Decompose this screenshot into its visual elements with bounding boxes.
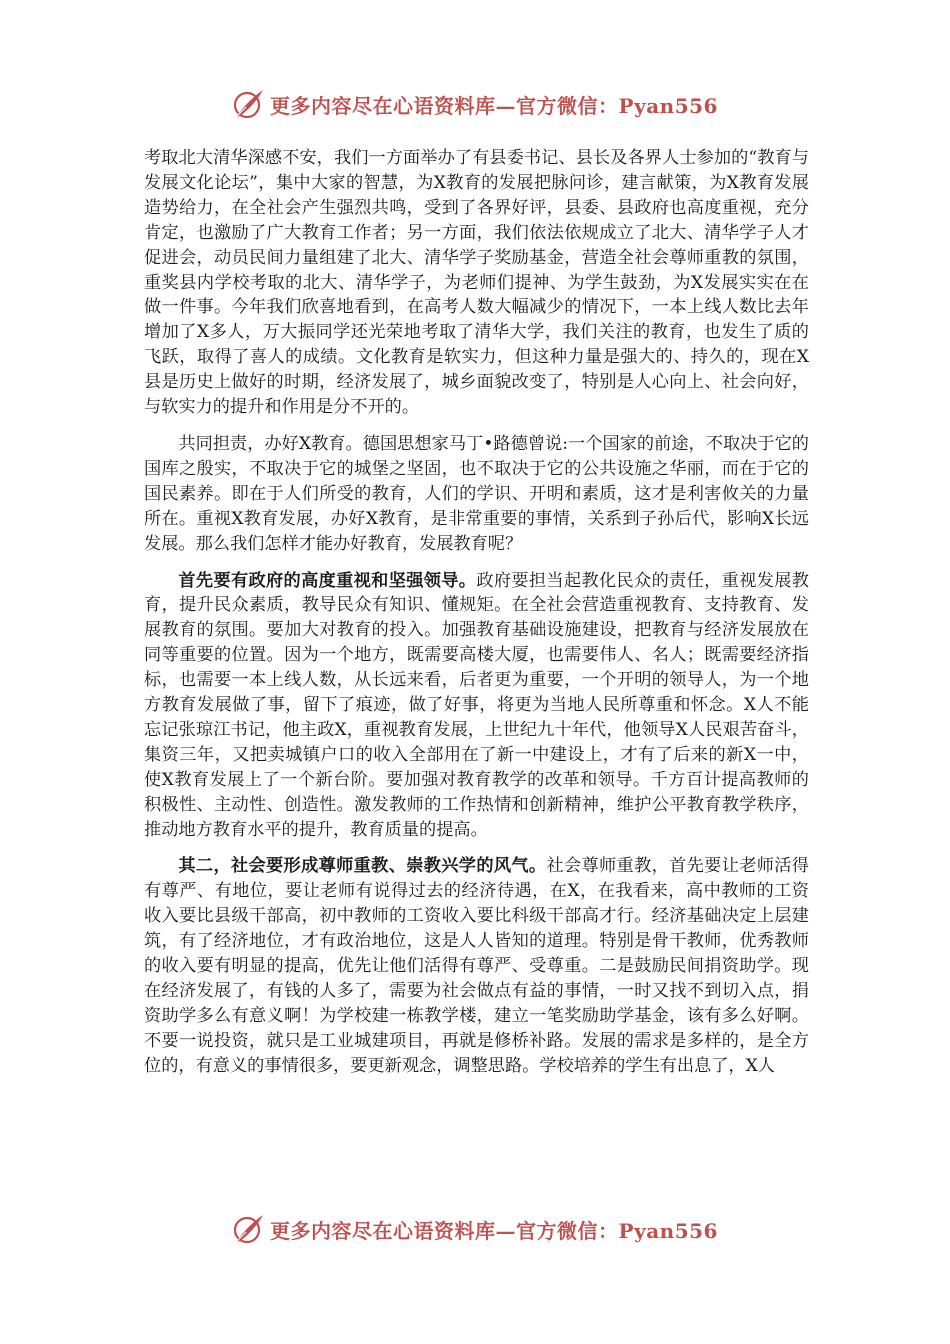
paragraph-4-heading: 其二，社会要形成尊师重教、崇教兴学的风气。 <box>178 856 547 877</box>
paragraph-2 <box>144 432 809 557</box>
paragraph-2-text: 共同担责，办好X教育。德国思想家马丁•路德曾说:一个国家的前途，不取决于它的国库之殷实，不取决于它的城堡之坚固，也不取决于它的公共设施之华丽，而在于它的国民素养。即在于人们所受的教育，人们的学识、开明和素质，这才是利害攸关的力量所在。重视X教育发展，办好X教育，是非常重要的事情，关系到子孙后代，影响X长远发展。那么我们怎样才能办好教育，发展教育呢？ <box>144 433 809 554</box>
paragraph-3 <box>144 569 809 843</box>
paragraph-4 <box>144 854 809 1078</box>
footer-banner-text: 更多内容尽在心语资料库—官方微信：Pyan556 <box>270 1218 718 1243</box>
paragraph-3-text: 政府要担当起教化民众的责任，重视发展教育，提升民众素质，教导民众有知识、懂规矩。在全社会营造重视教育、支持教育、发展教育的氛围。要加大对教育的投入。加强教育基础设施建设，把教育与经济发展放在同等重要的位置。因为一个地方，既需要高楼大厦，也需要伟人、名人；既需要经济指标，也需要一本上线人数，从长远来看，后者更为重要，一个开明的领导人，为一个地方教育发展做了事，留下了痕迹，做了好事，将更为当地人民所尊重和怀念。X人不能忘记张琼江书记，他主政X，重视教育发展，上世纪九十年代，他领导X人民艰苦奋斗，集资三年，又把卖城镇户口的收入全部用在了新一中建设上，才有了后来的新X一中，使X教育发展上了一个新台阶。要加强对教育教学的改革和领导。千方百计提高教师的积极性、主动性、创造性。激发教师的工作热情和创新精神，维护公平教育教学秩序，推动地方教育水平的提升，教育质量的提高。 <box>144 570 809 840</box>
pen-quill-logo-icon <box>232 1212 266 1246</box>
paragraph-3-heading: 首先要有政府的高度重视和坚强领导。 <box>178 570 477 591</box>
header-banner-text: 更多内容尽在心语资料库—官方微信：Pyan556 <box>270 93 718 118</box>
pen-quill-logo-icon <box>232 87 266 121</box>
paragraph-4-text: 社会尊师重教，首先要让老师活得有尊严、有地位，要让老师有说得过去的经济待遇，在X，在我看来，高中教师的工资收入要比县级干部高，初中教师的工资收入要比科级干部高才行。经济基础决定上层建筑，有了经济地位，才有政治地位，这是人人皆知的道理。特别是骨干教师，优秀教师的收入要有明显的提高，优先让他们活得有尊严、受尊重。二是鼓励民间捐资助学。现在经济发展了，有钱的人多了，需要为社会做点有益的事情，一时又找不到切入点，捐资助学多么有意义啊！为学校建一栋教学楼，建立一笔奖励助学基金，该有多么好啊。不要一说投资，就只是工业城建项目，再就是修桥补路。发展的需求是多样的，是全方位的，有意义的事情很多，要更新观念，调整思路。学校培养的学生有出息了，X人 <box>144 856 809 1076</box>
paragraph-1-text: 考取北大清华深感不安，我们一方面举办了有县委书记、县长及各界人士参加的“教育与发展文化论坛”，集中大家的智慧，为X教育的发展把脉问诊，建言献策，为X教育发展造势给力，在全社会产生强烈共鸣，受到了各界好评，县委、县政府也高度重视，充分肯定，也激励了广大教育工作者；另一方面，我们依法依规成立了北大、清华学子人才促进会，动员民间力量组建了北大、清华学子奖励基金，营造全社会尊师重教的氛围，重奖县内学校考取的北大、清华学子，为老师们提神、为学生鼓劲，为X发展实实在在做一件事。今年我们欣喜地看到，在高考人数大幅减少的情况下，一本上线人数比去年增加了X多人，万大振同学还光荣地考取了清华大学，我们关注的教育，也发生了质的飞跃，取得了喜人的成绩。文化教育是软实力，但这种力量是强大的、持久的，现在X县是历史上做好的时期，经济发展了，城乡面貌改变了，特别是人心向上、社会向好，与软实力的提升和作用是分不开的。 <box>144 148 809 418</box>
footer-banner <box>0 1209 950 1249</box>
document-body <box>144 146 809 1079</box>
header-banner <box>0 84 950 124</box>
paragraph-1 <box>144 146 809 420</box>
